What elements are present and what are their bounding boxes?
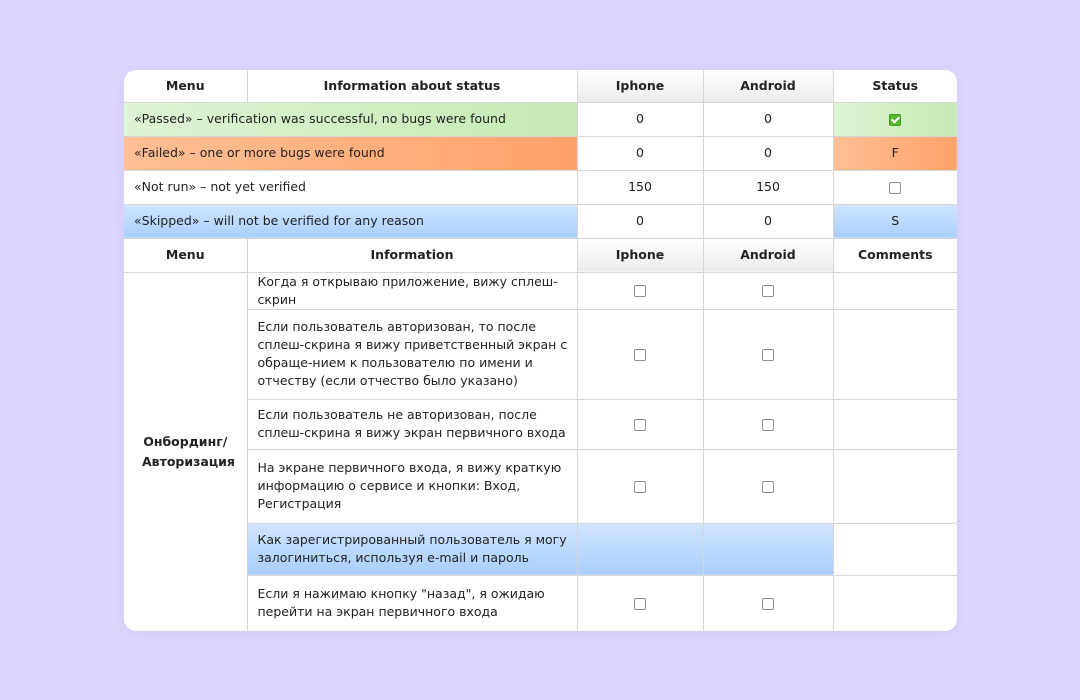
skipped-android-count: 0: [703, 204, 833, 238]
android-checkbox-cell: [703, 575, 833, 631]
status-cell-failed: F: [833, 136, 957, 170]
android-checkbox-cell: [703, 399, 833, 449]
comments-cell[interactable]: [833, 575, 957, 631]
header-menu-2: Menu: [124, 238, 247, 272]
section-onboarding-auth: Онбординг/ Авторизация: [124, 272, 247, 631]
checkbox-icon[interactable]: [634, 349, 646, 361]
checkbox-icon[interactable]: [762, 419, 774, 431]
status-cell-passed: [833, 102, 957, 136]
header-status: Status: [833, 70, 957, 102]
checkbox-icon[interactable]: [634, 285, 646, 297]
test-case-text: Когда я открываю приложение, вижу сплеш-скрин: [247, 272, 577, 309]
comments-cell[interactable]: [833, 449, 957, 523]
iphone-checkbox-cell: [577, 449, 703, 523]
failed-iphone-count: 0: [577, 136, 703, 170]
status-header-row: [124, 70, 957, 102]
checklist-table: [124, 70, 957, 631]
test-header-row: [124, 238, 957, 272]
status-cell-not-run: [833, 170, 957, 204]
status-cell-skipped: S: [833, 204, 957, 238]
header-information: Information: [247, 238, 577, 272]
header-android: Android: [703, 70, 833, 102]
status-row-not-run: [124, 170, 957, 204]
not-run-iphone-count: 150: [577, 170, 703, 204]
header-menu: Menu: [124, 70, 247, 102]
checkbox-icon[interactable]: [762, 349, 774, 361]
checked-checkbox-icon[interactable]: [889, 114, 901, 126]
checkbox-icon[interactable]: [762, 285, 774, 297]
test-case-text: Если я нажимаю кнопку "назад", я ожидаю перейти на экран первичного входа: [247, 575, 577, 631]
checkbox-icon[interactable]: [634, 419, 646, 431]
android-checkbox-cell: [703, 272, 833, 309]
test-case-text: Если пользователь не авторизован, после сплеш-скрина я вижу экран первичного входа: [247, 399, 577, 449]
iphone-checkbox-cell: [577, 309, 703, 399]
header-information-about-status: Information about status: [247, 70, 577, 102]
test-case-text: Если пользователь авторизован, то после сплеш-скрина я вижу приветственный экран с обраще-нием к пользователю по имени и отчеству (если отчество было указано): [247, 309, 577, 399]
status-label-skipped: «Skipped» – will not be verified for any reason: [124, 204, 577, 238]
table-row: [124, 449, 957, 523]
comments-cell[interactable]: [833, 523, 957, 575]
status-label-passed: «Passed» – verification was successful, no bugs were found: [124, 102, 577, 136]
table-row: [124, 575, 957, 631]
unchecked-checkbox-icon[interactable]: [889, 182, 901, 194]
table-row: [124, 399, 957, 449]
skipped-iphone-count: 0: [577, 204, 703, 238]
checkbox-icon[interactable]: [634, 481, 646, 493]
header-android-2: Android: [703, 238, 833, 272]
iphone-checkbox-cell: [577, 575, 703, 631]
android-cell-blank: [703, 523, 833, 575]
iphone-checkbox-cell: [577, 399, 703, 449]
passed-android-count: 0: [703, 102, 833, 136]
android-checkbox-cell: [703, 449, 833, 523]
checkbox-icon[interactable]: [634, 598, 646, 610]
android-checkbox-cell: [703, 309, 833, 399]
header-iphone-2: Iphone: [577, 238, 703, 272]
failed-android-count: 0: [703, 136, 833, 170]
checkbox-icon[interactable]: [762, 481, 774, 493]
iphone-cell-blank: [577, 523, 703, 575]
table-row-highlighted: [124, 523, 957, 575]
checkbox-icon[interactable]: [762, 598, 774, 610]
comments-cell[interactable]: [833, 309, 957, 399]
iphone-checkbox-cell: [577, 272, 703, 309]
qa-checklist-card: [124, 70, 957, 631]
status-row-failed: [124, 136, 957, 170]
status-row-passed: [124, 102, 957, 136]
header-iphone: Iphone: [577, 70, 703, 102]
test-case-text: Как зарегистрированный пользователь я могу залогиниться, используя e-mail и пароль: [247, 523, 577, 575]
comments-cell[interactable]: [833, 272, 957, 309]
status-label-failed: «Failed» – one or more bugs were found: [124, 136, 577, 170]
not-run-android-count: 150: [703, 170, 833, 204]
table-row: [124, 272, 957, 309]
comments-cell[interactable]: [833, 399, 957, 449]
status-row-skipped: [124, 204, 957, 238]
passed-iphone-count: 0: [577, 102, 703, 136]
header-comments: Comments: [833, 238, 957, 272]
test-case-text: На экране первичного входа, я вижу краткую информацию о сервисе и кнопки: Вход, Регистрация: [247, 449, 577, 523]
table-row: [124, 309, 957, 399]
status-label-not-run: «Not run» – not yet verified: [124, 170, 577, 204]
